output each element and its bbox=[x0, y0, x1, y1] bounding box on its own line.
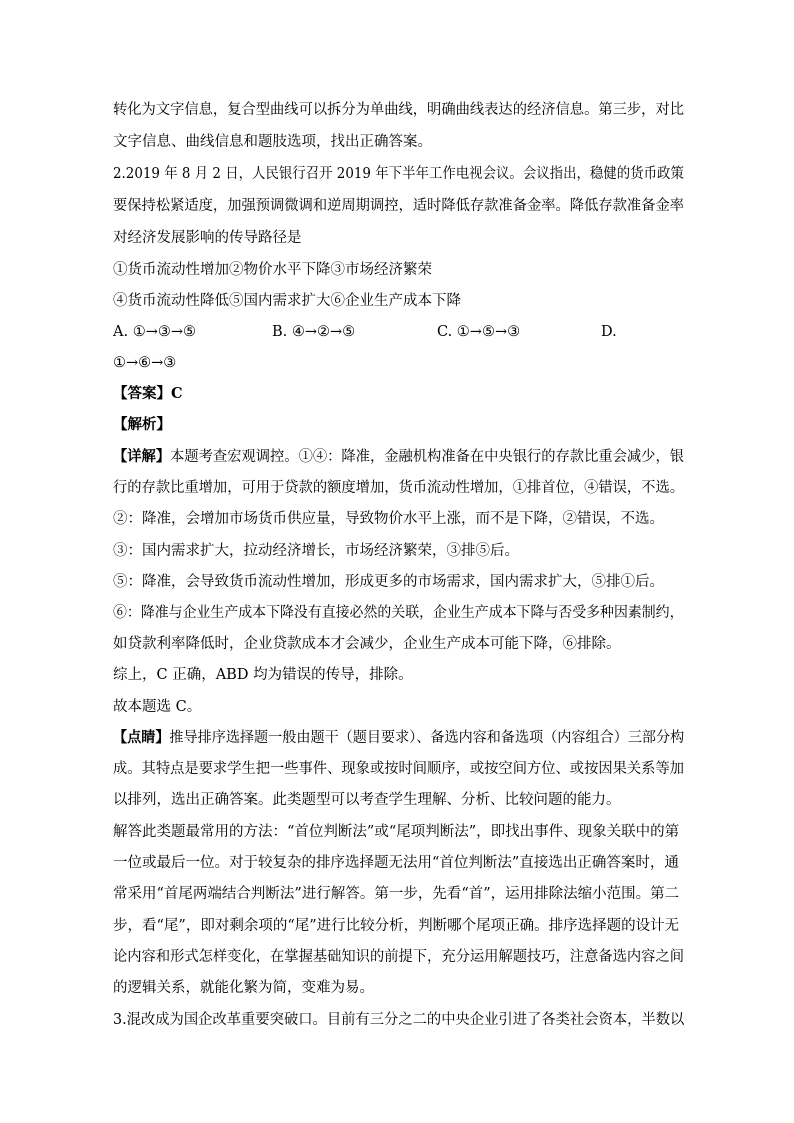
comment-line: 论内容和形式怎样变化，在掌握基础知识的前提下，充分运用解题技巧，注意备选内容之间 bbox=[113, 949, 684, 965]
comment-label: 【点睛】 bbox=[113, 729, 170, 746]
question-2-line: 2.2019 年 8 月 2 日，人民银行召开 2019 年下半年工作电视会议。会议指出，稳健的货币政策 bbox=[113, 166, 684, 182]
choice-items-line: ①货币流动性增加②物价水平下降③市场经济繁荣 bbox=[113, 262, 432, 278]
text-line: 转化为文字信息，复合型曲线可以拆分为单曲线，明确曲线表达的经济信息。第三步，对比 bbox=[113, 102, 684, 118]
comment-line: 步，看“尾”，即对剩余项的“尾”进行比较分析，判断哪个尾项正确。排序选择题的设计无 bbox=[113, 918, 680, 934]
detail-line: ③：国内需求扩大，拉动经济增长，市场经济繁荣，③排⑤后。 bbox=[113, 543, 519, 559]
detail-line: 行的存款比重增加，可用于贷款的额度增加，货币流动性增加，①排首位，④错误，不选。 bbox=[113, 480, 684, 496]
detail-line bbox=[113, 447, 684, 467]
answer-label: 【答案】C bbox=[113, 385, 183, 402]
detail-line: 如贷款利率降低时，企业贷款成本才会减少，企业生产成本可能下降，⑥排除。 bbox=[113, 636, 621, 652]
detail-line: ⑥：降准与企业生产成本下降没有直接必然的关联，企业生产成本下降与否受多种因素制约， bbox=[113, 605, 684, 621]
option-c: C. ①→⑤→③ bbox=[437, 324, 521, 340]
detail-label: 【详解】 bbox=[113, 448, 171, 465]
analysis-label: 【解析】 bbox=[113, 416, 171, 433]
comment-line: 以排列，选出正确答案。此类题型可以考查学生理解、分析、比较问题的能力。 bbox=[113, 792, 621, 808]
comment-line: 一位或最后一位。对于较复杂的排序选择题无法用“首位判断法”直接选出正确答案时，通 bbox=[113, 855, 679, 871]
comment-line: 常采用“首尾两端结合判断法”进行解答。第一步，先看“首”，运用排除法缩小范围。第二 bbox=[113, 886, 680, 902]
text-line: 文字信息、曲线信息和题肢选项，找出正确答案。 bbox=[113, 134, 432, 150]
detail-line: ⑤：降准，会导致货币流动性增加，形成更多的市场需求，国内需求扩大，⑤排①后。 bbox=[113, 574, 664, 590]
detail-text: 本题考查宏观调控。①④：降准，金融机构准备在中央银行的存款比重会减少，银 bbox=[170, 449, 685, 465]
detail-line: ②：降准，会增加市场货币供应量，导致物价水平上涨，而不是下降，②错误，不选。 bbox=[113, 511, 664, 527]
comment-line bbox=[113, 728, 684, 748]
option-b: B. ④→②→⑤ bbox=[272, 324, 356, 340]
detail-line: 故本题选 C。 bbox=[113, 699, 202, 715]
comment-line: 成。其特点是要求学生把一些事件、现象或按时间顺序，或按空间方位、或按因果关系等加 bbox=[113, 761, 684, 777]
option-d-continuation: ①→⑥→③ bbox=[113, 355, 177, 371]
comment-line: 的逻辑关系，就能化繁为简，变难为易。 bbox=[113, 980, 374, 996]
option-d: D. bbox=[601, 324, 617, 340]
detail-line: 综上，C 正确，ABD 均为错误的传导，排除。 bbox=[113, 667, 413, 683]
choice-items-line: ④货币流动性降低⑤国内需求扩大⑥企业生产成本下降 bbox=[113, 293, 461, 309]
text-line: 对经济发展影响的传导路径是 bbox=[113, 230, 302, 246]
comment-text: 推导排序选择题一般由题干（题目要求）、备选内容和备选项（内容组合）三部分构 bbox=[169, 730, 685, 746]
comment-line: 解答此类题最常用的方法：“首位判断法”或“尾项判断法”，即找出事件、现象关联中的第 bbox=[113, 824, 680, 840]
text-line: 要保持松紧适度，加强预调微调和逆周期调控，适时降低存款准备金率。降低存款准备金率 bbox=[113, 198, 684, 214]
question-3-line: 3.混改成为国企改革重要突破口。目前有三分之二的中央企业引进了各类社会资本，半数以 bbox=[113, 1012, 685, 1028]
option-a: A. ①→③→⑤ bbox=[113, 324, 196, 340]
